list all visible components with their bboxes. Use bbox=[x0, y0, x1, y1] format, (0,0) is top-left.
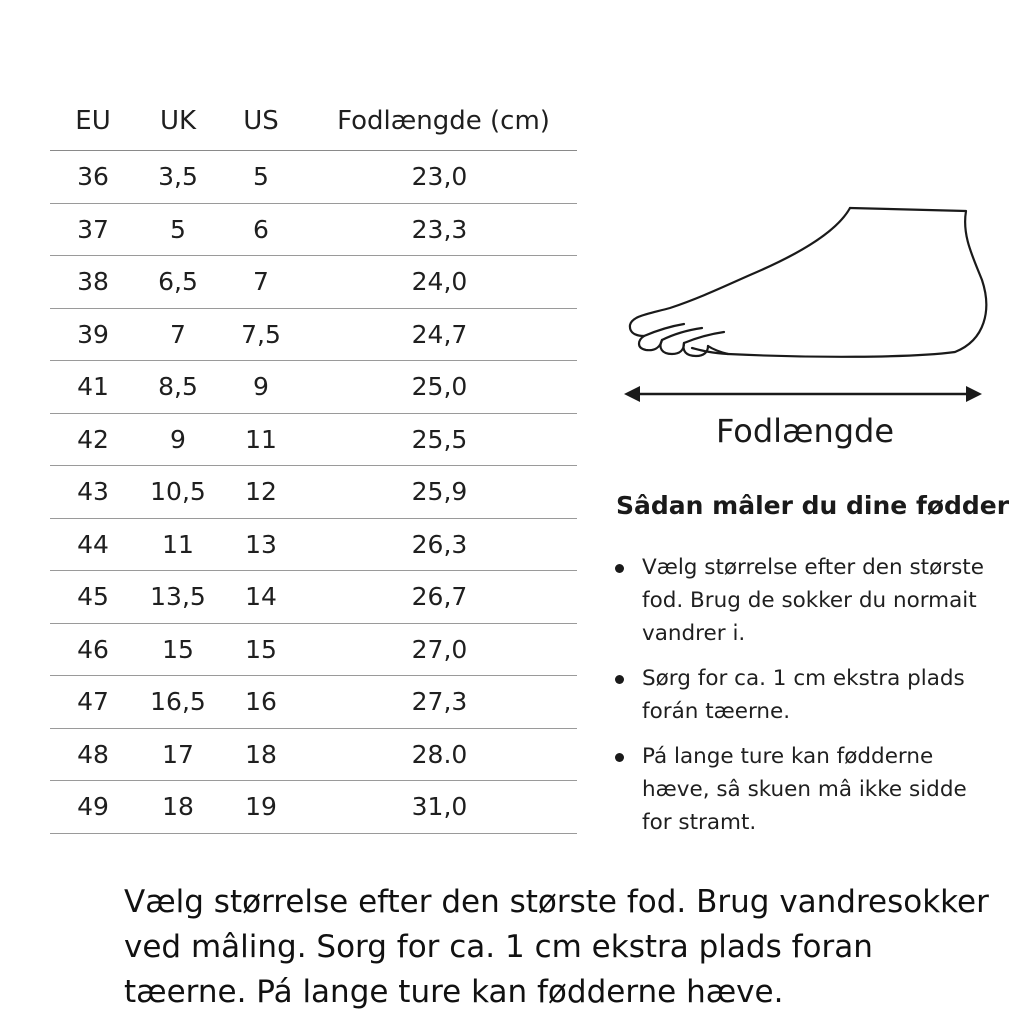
cell-eu: 41 bbox=[77, 372, 109, 402]
bullet-icon bbox=[615, 564, 624, 573]
cell-foot-length: 31,0 bbox=[411, 792, 468, 822]
howto-tips bbox=[614, 551, 986, 851]
table-row bbox=[50, 309, 577, 362]
cell-foot-length: 25,5 bbox=[411, 424, 468, 454]
cell-eu: 36 bbox=[77, 162, 109, 192]
cell-foot-length: 25,9 bbox=[411, 477, 468, 507]
cell-eu: 44 bbox=[77, 529, 109, 559]
table-row bbox=[50, 256, 577, 309]
cell-eu: 48 bbox=[77, 739, 109, 769]
cell-foot-length: 23,0 bbox=[411, 162, 468, 192]
cell-eu: 49 bbox=[77, 792, 109, 822]
table-row bbox=[50, 519, 577, 572]
cell-us: 13 bbox=[245, 529, 277, 559]
cell-uk: 17 bbox=[162, 739, 194, 769]
size-table bbox=[50, 92, 577, 834]
cell-uk: 16,5 bbox=[150, 687, 206, 717]
cell-foot-length: 24,0 bbox=[411, 267, 468, 297]
cell-us: 7 bbox=[253, 267, 269, 297]
howto-title: Sâdan mâler du dine fødder bbox=[616, 491, 1010, 520]
table-row bbox=[50, 571, 577, 624]
cell-foot-length: 25,0 bbox=[411, 372, 468, 402]
cell-us: 14 bbox=[245, 582, 277, 612]
cell-us: 18 bbox=[245, 739, 277, 769]
bullet-icon bbox=[615, 753, 624, 762]
cell-eu: 46 bbox=[77, 634, 109, 664]
cell-uk: 10,5 bbox=[150, 477, 206, 507]
header-eu: EU bbox=[75, 106, 111, 136]
cell-foot-length: 27,3 bbox=[411, 687, 468, 717]
cell-uk: 15 bbox=[162, 634, 194, 664]
foot-length-label: Fodlængde bbox=[715, 412, 895, 450]
header-uk: UK bbox=[159, 106, 197, 136]
table-row bbox=[50, 781, 577, 834]
list-item bbox=[614, 662, 986, 728]
cell-uk: 7 bbox=[170, 319, 186, 349]
cell-us: 7,5 bbox=[241, 319, 281, 349]
cell-uk: 6,5 bbox=[158, 267, 198, 297]
cell-us: 5 bbox=[253, 162, 269, 192]
cell-uk: 11 bbox=[162, 529, 194, 559]
cell-us: 11 bbox=[245, 424, 277, 454]
cell-eu: 42 bbox=[77, 424, 109, 454]
cell-uk: 18 bbox=[162, 792, 194, 822]
table-row bbox=[50, 204, 577, 257]
bottom-note: Vælg størrelse efter den største fod. Brug vandresokker ved mâling. Sorg for ca. 1 cm ekstra plads foran tæerne. Pá lange ture kan fødderne hæve. bbox=[124, 884, 989, 1010]
cell-foot-length: 26,7 bbox=[411, 582, 468, 612]
tip-text: Pá lange ture kan fødderne hæve, sâ skuen mâ ikke sidde for stramt. bbox=[642, 744, 967, 835]
table-row bbox=[50, 624, 577, 677]
cell-us: 9 bbox=[253, 372, 269, 402]
cell-eu: 43 bbox=[77, 477, 109, 507]
table-header-row bbox=[50, 92, 577, 151]
cell-foot-length: 28.0 bbox=[411, 739, 468, 769]
cell-uk: 3,5 bbox=[158, 162, 198, 192]
table-row bbox=[50, 361, 577, 414]
cell-foot-length: 24,7 bbox=[411, 319, 468, 349]
cell-eu: 45 bbox=[77, 582, 109, 612]
double-arrow-icon bbox=[620, 380, 986, 408]
bullet-icon bbox=[615, 675, 624, 684]
tip-text: Vælg størrelse efter den største fod. Brug de sokker du normait vandrer i. bbox=[642, 555, 984, 646]
cell-uk: 13,5 bbox=[150, 582, 206, 612]
list-item bbox=[614, 740, 986, 839]
cell-uk: 9 bbox=[170, 424, 186, 454]
foot-outline-icon bbox=[610, 190, 990, 365]
table-row bbox=[50, 729, 577, 782]
table-body bbox=[50, 151, 577, 834]
cell-eu: 37 bbox=[77, 214, 109, 244]
cell-eu: 38 bbox=[77, 267, 109, 297]
tip-text: Sørg for ca. 1 cm ekstra plads forán tæerne. bbox=[642, 666, 965, 724]
header-foot-length: Fodlængde (cm) bbox=[337, 106, 550, 136]
cell-us: 12 bbox=[245, 477, 277, 507]
cell-us: 15 bbox=[245, 634, 277, 664]
table-row bbox=[50, 676, 577, 729]
table-row bbox=[50, 466, 577, 519]
cell-eu: 47 bbox=[77, 687, 109, 717]
cell-uk: 5 bbox=[170, 214, 186, 244]
cell-us: 19 bbox=[245, 792, 277, 822]
header-us: US bbox=[243, 106, 279, 136]
cell-eu: 39 bbox=[77, 319, 109, 349]
cell-foot-length: 23,3 bbox=[411, 214, 468, 244]
table-row bbox=[50, 414, 577, 467]
cell-foot-length: 27,0 bbox=[411, 634, 468, 664]
list-item bbox=[614, 551, 986, 650]
cell-us: 6 bbox=[253, 214, 269, 244]
cell-uk: 8,5 bbox=[158, 372, 198, 402]
cell-foot-length: 26,3 bbox=[411, 529, 468, 559]
table-row bbox=[50, 151, 577, 204]
cell-us: 16 bbox=[245, 687, 277, 717]
